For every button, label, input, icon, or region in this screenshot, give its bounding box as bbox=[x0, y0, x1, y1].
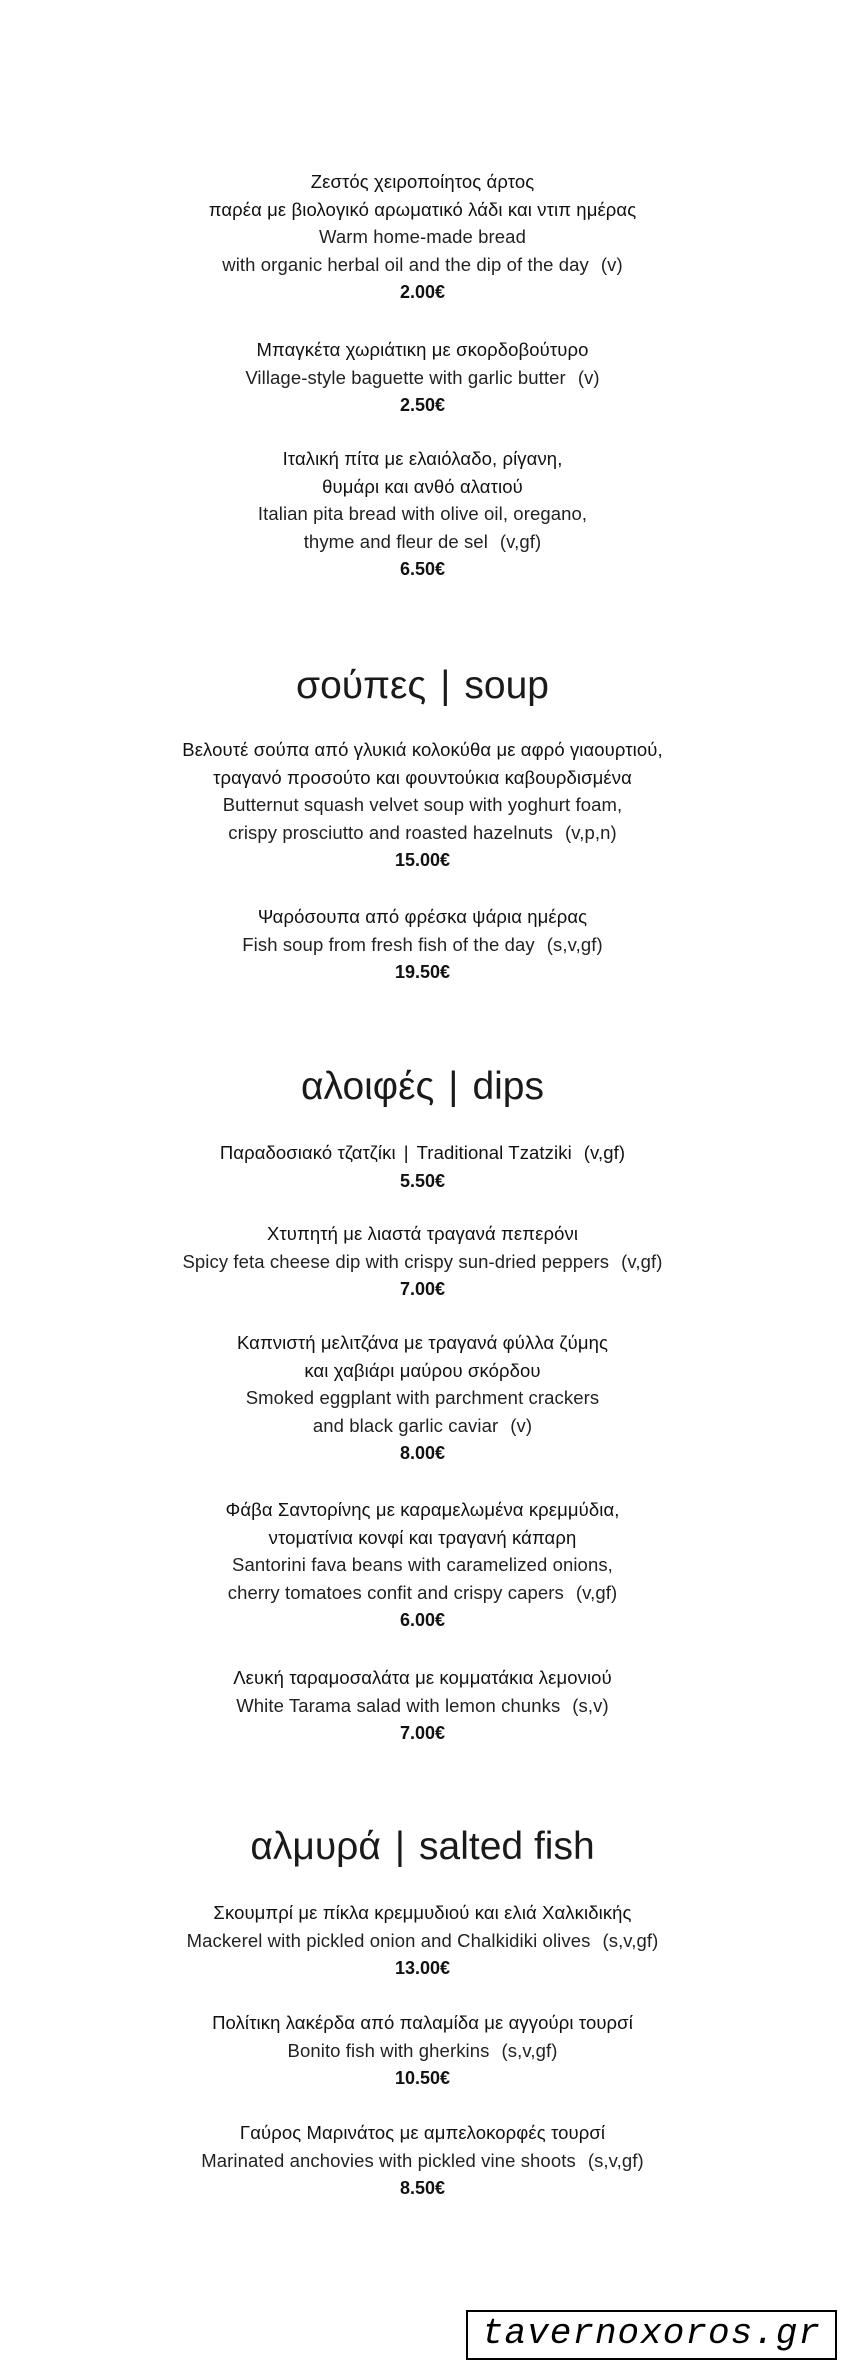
item-price: 13.00€ bbox=[394, 1958, 451, 1978]
item-name-gr: Φάβα Σαντορίνης με καραμελωμένα κρεμμύδια, bbox=[225, 1499, 620, 1520]
item-price: 7.00€ bbox=[399, 1279, 446, 1299]
item-name-en: Spicy feta cheese dip with crispy sun-dried peppers bbox=[182, 1250, 610, 1272]
item-name-gr: Βελουτέ σούπα από γλυκιά κολοκύθα με αφρό γιαουρτιού, bbox=[182, 739, 663, 760]
diet-tags: (v,gf) bbox=[621, 1250, 663, 1272]
item-name-gr: ντοματίνια κονφί και τραγανή κάπαρη bbox=[268, 1526, 577, 1548]
item-name-en: Fish soup from fresh fish of the day bbox=[242, 933, 535, 955]
item-name-en: Santorini fava beans with caramelized onions, bbox=[232, 1554, 613, 1575]
item-name-en: thyme and fleur de sel bbox=[303, 530, 488, 552]
diet-tags: (s,v,gf) bbox=[587, 2149, 644, 2171]
item-name-en: with organic herbal oil and the dip of the day bbox=[222, 253, 589, 275]
item-name-gr: Ιταλική πίτα με ελαιόλαδο, ρίγανη, bbox=[282, 448, 563, 469]
item-name-gr: θυμάρι και ανθό αλατιού bbox=[322, 475, 523, 497]
diet-tags: (v) bbox=[577, 366, 600, 388]
item-name-gr: Ψαρόσουπα από φρέσκα ψάρια ημέρας bbox=[257, 906, 588, 927]
item-name-gr: Ζεστός χειροποίητος άρτος bbox=[310, 171, 535, 192]
diet-tags: (v,gf) bbox=[583, 1142, 626, 1163]
item-name-gr: Μπαγκέτα χωριάτικη με σκορδοβούτυρο bbox=[256, 339, 589, 360]
item-price: 15.00€ bbox=[394, 850, 451, 870]
heading-en: salted fish bbox=[419, 1825, 595, 1868]
diet-tags: (v,gf) bbox=[575, 1581, 618, 1603]
item-price: 2.50€ bbox=[399, 395, 446, 415]
item-price: 2.00€ bbox=[399, 282, 446, 302]
item-name-en: Marinated anchovies with pickled vine shoots bbox=[201, 2149, 576, 2171]
section-heading-soup bbox=[0, 662, 845, 710]
item-price: 7.00€ bbox=[399, 1723, 446, 1743]
item-name-en: Warm home-made bread bbox=[319, 226, 526, 247]
item-name-en: Village-style baguette with garlic butter bbox=[245, 366, 566, 388]
heading-gr: σούπες bbox=[296, 664, 427, 707]
item-name-gr: Καπνιστή μελιτζάνα με τραγανά φύλλα ζύμης bbox=[236, 1332, 609, 1353]
heading-en: soup bbox=[464, 664, 549, 707]
item-name-en: Traditional Tzatziki bbox=[416, 1142, 572, 1163]
menu-item-tarama bbox=[0, 1664, 845, 1748]
diet-tags: (s,v,gf) bbox=[501, 2039, 558, 2061]
section-heading-dips bbox=[0, 1063, 845, 1111]
item-price: 6.00€ bbox=[399, 1610, 446, 1630]
item-price: 19.50€ bbox=[394, 962, 451, 982]
site-watermark: tavernoxoros.gr bbox=[466, 2310, 837, 2360]
menu-item-anchovies bbox=[0, 2119, 845, 2203]
diet-tags: (s,v,gf) bbox=[602, 1929, 659, 1951]
heading-en: dips bbox=[472, 1065, 544, 1108]
menu-item-fish-soup bbox=[0, 903, 845, 987]
diet-tags: (s,v,gf) bbox=[546, 933, 603, 955]
item-name-en: Butternut squash velvet soup with yoghurt foam, bbox=[222, 794, 623, 815]
item-name-gr: Χτυπητή με λιαστά τραγανά πεπερόνι bbox=[266, 1223, 579, 1244]
menu-item-smoked-eggplant bbox=[0, 1329, 845, 1468]
menu-item-italian-pita bbox=[0, 445, 845, 584]
item-name-en: Smoked eggplant with parchment crackers bbox=[245, 1387, 600, 1408]
item-name-gr: Σκουμπρί με πίκλα κρεμμυδιού και ελιά Χαλκιδικής bbox=[213, 1902, 632, 1923]
item-name-gr: Γαύρος Μαρινάτος με αμπελοκορφές τουρσί bbox=[239, 2122, 606, 2143]
heading-gr: αλμυρά bbox=[250, 1825, 381, 1868]
item-name-en: cherry tomatoes confit and crispy capers bbox=[227, 1581, 564, 1603]
item-name-gr: Πολίτικη λακέρδα από παλαμίδα με αγγούρι τουρσί bbox=[212, 2012, 633, 2033]
item-name-en: Bonito fish with gherkins bbox=[287, 2039, 490, 2061]
heading-separator: | bbox=[448, 1065, 459, 1108]
menu-item-tzatziki bbox=[0, 1139, 845, 1195]
menu-item-bonito bbox=[0, 2009, 845, 2093]
inline-separator: | bbox=[403, 1142, 409, 1163]
diet-tags: (v) bbox=[510, 1414, 533, 1436]
item-price: 6.50€ bbox=[399, 559, 446, 579]
item-name-en: Mackerel with pickled onion and Chalkidiki olives bbox=[186, 1929, 591, 1951]
item-name-en: Italian pita bread with olive oil, oregano, bbox=[257, 503, 588, 524]
item-name-en: and black garlic caviar bbox=[312, 1414, 499, 1436]
item-name-gr: Παραδοσιακό τζατζίκι bbox=[219, 1142, 396, 1163]
menu-item-butternut-soup bbox=[0, 736, 845, 875]
diet-tags: (s,v) bbox=[572, 1694, 609, 1716]
diet-tags: (v) bbox=[600, 253, 623, 275]
menu-item-fava bbox=[0, 1496, 845, 1635]
item-name-en: White Tarama salad with lemon chunks bbox=[236, 1694, 561, 1716]
menu-item-warm-bread bbox=[0, 168, 845, 307]
diet-tags: (v,p,n) bbox=[564, 821, 617, 843]
item-price: 8.50€ bbox=[399, 2178, 446, 2198]
menu-item-mackerel bbox=[0, 1899, 845, 1983]
item-name-en: crispy prosciutto and roasted hazelnuts bbox=[228, 821, 553, 843]
item-price: 5.50€ bbox=[399, 1170, 446, 1191]
item-price: 8.00€ bbox=[399, 1443, 446, 1463]
diet-tags: (v,gf) bbox=[499, 530, 542, 552]
heading-gr: αλοιφές bbox=[301, 1065, 435, 1108]
heading-separator: | bbox=[394, 1825, 406, 1868]
item-name-gr: παρέα με βιολογικό αρωματικό λάδι και ντιπ ημέρας bbox=[208, 198, 637, 220]
section-heading-salted-fish bbox=[0, 1823, 845, 1871]
item-name-gr: και χαβιάρι μαύρου σκόρδου bbox=[304, 1359, 541, 1381]
heading-separator: | bbox=[440, 664, 451, 707]
menu-item-baguette bbox=[0, 336, 845, 420]
item-name-gr: Λευκή ταραμοσαλάτα με κομματάκια λεμονιού bbox=[233, 1667, 612, 1688]
item-price: 10.50€ bbox=[394, 2068, 451, 2088]
item-name-gr: τραγανό προσούτο και φουντούκια καβουρδισμένα bbox=[213, 766, 632, 788]
menu-item-spicy-feta bbox=[0, 1220, 845, 1304]
